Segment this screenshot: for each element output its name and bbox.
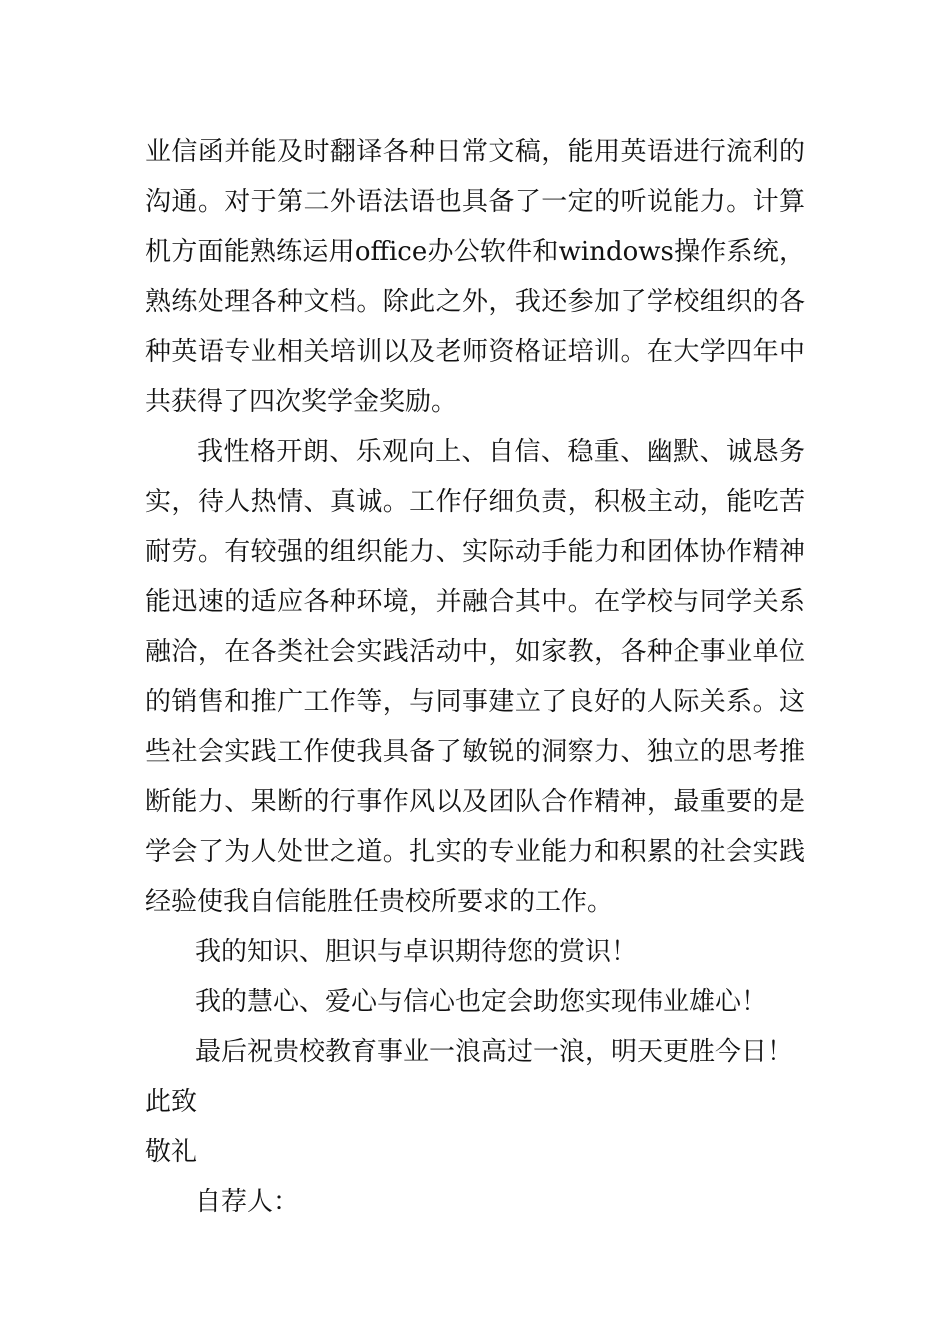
text-line: 沟通。对于第二外语法语也具备了一定的听说能力。计算	[145, 187, 805, 217]
signature-label: 自荐人：	[195, 1187, 300, 1217]
text-line: 业信函并能及时翻译各种日常文稿，能用英语进行流利的	[145, 137, 805, 167]
closing-remarks	[145, 927, 805, 1077]
salutation-jingli: 敬礼	[145, 1137, 198, 1167]
closing-line: 我的知识、胆识与卓识期待您的赏识！	[195, 937, 638, 967]
salutation-cizhi: 此致	[145, 1087, 198, 1117]
text-line: 能迅速的适应各种环境，并融合其中。在学校与同学关系	[145, 587, 805, 617]
closing-line: 我的慧心、爱心与信心也定会助您实现伟业雄心！	[195, 987, 768, 1017]
text-line: 实，待人热情、真诚。工作仔细负责，积极主动，能吃苦	[145, 487, 805, 517]
paragraph-personality	[145, 427, 805, 927]
text-line: 融洽，在各类社会实践活动中，如家教，各种企事业单位	[145, 637, 805, 667]
text-line: 断能力、果断的行事作风以及团队合作精神，最重要的是	[145, 787, 805, 817]
text-line: 共获得了四次奖学金奖励。	[145, 387, 458, 417]
closing-line: 最后祝贵校教育事业一浪高过一浪，明天更胜今日！	[195, 1037, 794, 1067]
text-line: 的销售和推广工作等，与同事建立了良好的人际关系。这	[145, 687, 805, 717]
text-line: 耐劳。有较强的组织能力、实际动手能力和团体协作精神	[145, 537, 805, 567]
text-line: 我性格开朗、乐观向上、自信、稳重、幽默、诚恳务	[197, 437, 805, 467]
text-line: 种英语专业相关培训以及老师资格证培训。在大学四年中	[145, 337, 805, 367]
letter-body	[145, 127, 805, 1227]
paragraph-education-skills	[145, 127, 805, 427]
text-line: 机方面能熟练运用office办公软件和windows操作系统，	[145, 237, 805, 267]
text-line: 些社会实践工作使我具备了敏锐的洞察力、独立的思考推	[145, 737, 805, 767]
text-line: 熟练处理各种文档。除此之外，我还参加了学校组织的各	[145, 287, 805, 317]
text-line: 经验使我自信能胜任贵校所要求的工作。	[145, 887, 614, 917]
text-line: 学会了为人处世之道。扎实的专业能力和积累的社会实践	[145, 837, 805, 867]
